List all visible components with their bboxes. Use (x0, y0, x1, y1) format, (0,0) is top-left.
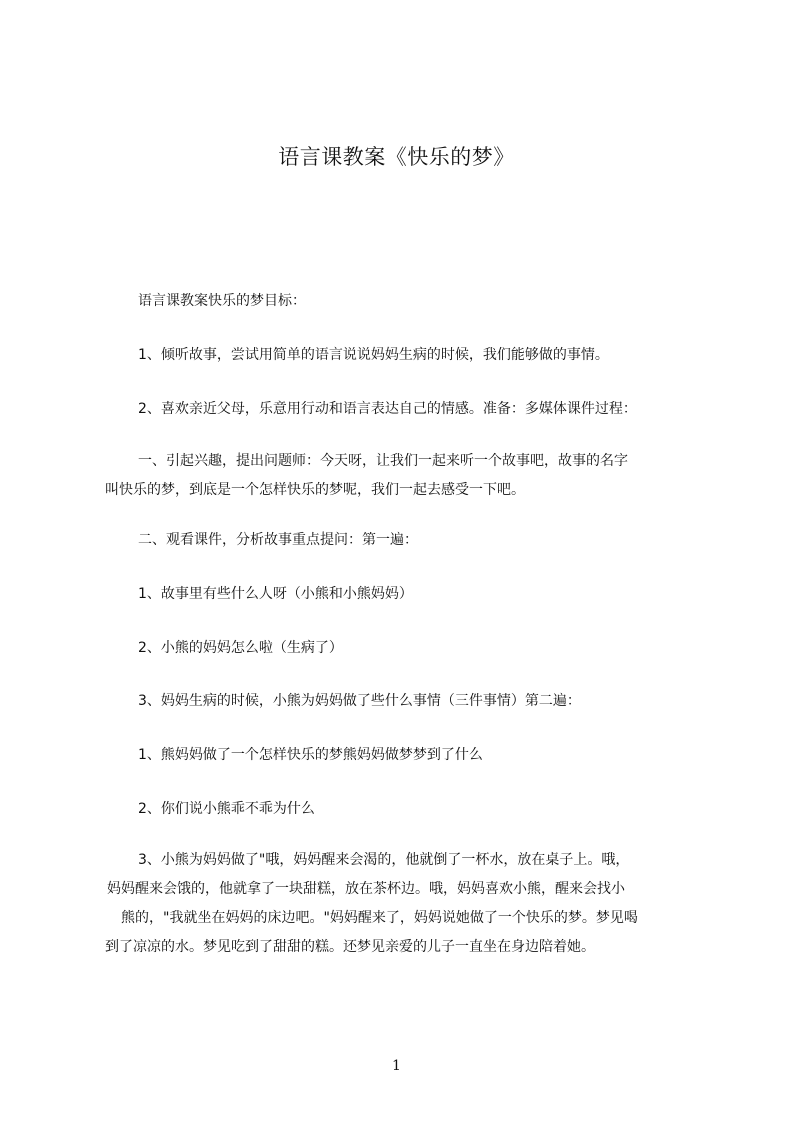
paragraph-story-line-3: 熊的，"我就坐在妈妈的床边吧。"妈妈醒来了，妈妈说她做了一个快乐的梦。梦见喝 (121, 910, 638, 926)
page-number: 1 (392, 1058, 401, 1074)
paragraph-story (105, 846, 638, 962)
paragraph-question-3: 3、妈妈生病的时候，小熊为妈妈做了些什么事情（三件事情）第二遍： (138, 693, 581, 709)
paragraph-question-4: 1、熊妈妈做了一个怎样快乐的梦熊妈妈做梦梦到了什么 (138, 747, 483, 763)
paragraph-objective-2: 2、喜欢亲近父母，乐意用行动和语言表达自己的情感。准备：多媒体课件过程： (138, 401, 637, 417)
paragraph-objective-1: 1、倾听故事，尝试用简单的语言说说妈妈生病的时候，我们能够做的事情。 (138, 347, 609, 363)
paragraph-story-line-2: 妈妈醒来会饿的，他就拿了一块甜糕，放在茶杯边。哦，妈妈喜欢小熊，醒来会找小 (107, 881, 625, 897)
paragraph-section-2: 二、观看课件，分析故事重点提问：第一遍： (138, 532, 418, 548)
document-title: 语言课教案《快乐的梦》 (278, 145, 515, 169)
paragraph-question-5: 2、你们说小熊乖不乖为什么 (138, 801, 315, 817)
paragraph-objectives-heading: 语言课教案快乐的梦目标： (138, 293, 306, 309)
paragraph-section-1-line-1: 一、引起兴趣，提出问题师：今天呀，让我们一起来听一个故事吧，故事的名字 (138, 453, 628, 469)
paragraph-question-1: 1、故事里有些什么人呀（小熊和小熊妈妈） (138, 586, 413, 602)
paragraph-question-2: 2、小熊的妈妈怎么啦（生病了） (138, 640, 343, 656)
paragraph-section-1 (105, 447, 628, 505)
paragraph-section-1-line-2: 叫快乐的梦，到底是一个怎样快乐的梦呢，我们一起去感受一下吧。 (105, 482, 525, 498)
paragraph-story-line-1: 3、小熊为妈妈做了"哦，妈妈醒来会渴的，他就倒了一杯水，放在桌子上。哦， (138, 852, 630, 868)
paragraph-story-line-4: 到了凉凉的水。梦见吃到了甜甜的糕。还梦见亲爱的儿子一直坐在身边陪着她。 (105, 939, 595, 955)
